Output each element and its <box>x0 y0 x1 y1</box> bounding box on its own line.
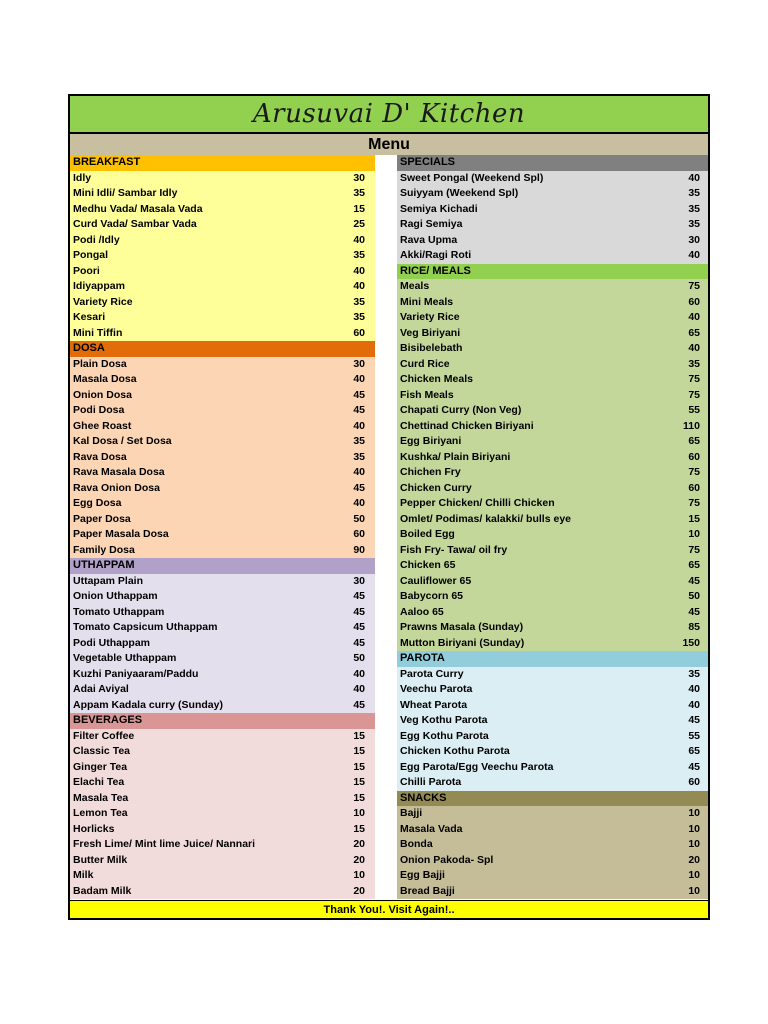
menu-item-name: Masala Dosa <box>73 373 137 385</box>
menu-item-name: Classic Tea <box>73 745 131 757</box>
menu-item-row <box>397 341 708 357</box>
menu-item-name: Kushka/ Plain Biriyani <box>400 450 511 463</box>
menu-item-name: Semiya Kichadi <box>400 202 478 215</box>
restaurant-title: Arusuvai D' Kitchen <box>252 99 526 129</box>
menu-item-name: Bajji <box>400 807 423 819</box>
menu-item-name: Egg Dosa <box>73 497 122 509</box>
menu-item-name: Chilli Parota <box>400 776 462 788</box>
menu-item-row <box>397 853 708 869</box>
menu-item-name: Chettinad Chicken Biriyani <box>400 419 534 432</box>
title-bar <box>70 96 708 134</box>
menu-item-price: 40 <box>353 264 365 277</box>
menu-item-name: Egg Parota/Egg Veechu Parota <box>400 760 554 773</box>
menu-item-name: Pepper Chicken/ Chilli Chicken <box>400 497 555 509</box>
menu-item-name: Egg Bajji <box>400 869 445 881</box>
menu-item-row <box>70 853 375 869</box>
menu-item-name: Onion Dosa <box>73 388 132 401</box>
menu-item-price: 10 <box>688 884 700 897</box>
menu-item-row <box>70 884 375 900</box>
menu-item-price: 35 <box>353 295 365 308</box>
menu-item-row <box>70 527 375 543</box>
menu-item-name: Rava Masala Dosa <box>73 466 165 478</box>
menu-item-name: Uttapam Plain <box>73 574 144 587</box>
menu-item-row <box>70 310 375 326</box>
menu-item-name: Butter Milk <box>73 853 128 866</box>
menu-item-price: 75 <box>688 373 700 385</box>
menu-item-price: 85 <box>688 621 700 633</box>
menu-item-name: Kal Dosa / Set Dosa <box>73 435 172 447</box>
menu-item-row <box>397 403 708 419</box>
menu-item-price: 45 <box>353 621 365 633</box>
menu-item-row <box>70 636 375 652</box>
menu-item-row <box>70 620 375 636</box>
left-column <box>70 155 375 899</box>
menu-item-price: 15 <box>353 745 365 757</box>
menu-item-name: Elachi Tea <box>73 776 125 788</box>
menu-item-name: Chicken Kothu Parota <box>400 745 510 757</box>
menu-item-price: 40 <box>353 667 365 680</box>
menu-item-price: 55 <box>688 729 700 742</box>
menu-item-price: 75 <box>688 388 700 401</box>
menu-item-row <box>397 744 708 760</box>
menu-item-name: Omlet/ Podimas/ kalakki/ bulls eye <box>400 512 571 525</box>
menu-item-row <box>70 605 375 621</box>
menu-item-price: 40 <box>688 683 700 695</box>
menu-item-price: 60 <box>688 776 700 788</box>
menu-item-row <box>70 868 375 884</box>
menu-item-name: Vegetable Uthappam <box>73 652 177 664</box>
menu-item-row <box>397 636 708 652</box>
footer-bar <box>70 900 708 918</box>
menu-item-name: Medhu Vada/ Masala Vada <box>73 202 203 215</box>
menu-item-price: 55 <box>688 404 700 416</box>
menu-item-price: 30 <box>353 357 365 370</box>
section-header-specials: SPECIALS <box>397 155 708 171</box>
menu-item-name: Tomato Capsicum Uthappam <box>73 621 218 633</box>
menu-item-price: 35 <box>688 218 700 230</box>
menu-item-price: 40 <box>688 171 700 184</box>
menu-item-name: Veg Biriyani <box>400 326 461 339</box>
menu-item-name: Rava Onion Dosa <box>73 481 160 494</box>
menu-item-row <box>70 775 375 791</box>
menu-item-row <box>70 434 375 450</box>
menu-item-row <box>70 295 375 311</box>
menu-item-price: 45 <box>353 605 365 618</box>
menu-item-row <box>397 465 708 481</box>
menu-item-row <box>397 171 708 187</box>
menu-item-name: Suiyyam (Weekend Spl) <box>400 187 519 199</box>
menu-item-name: Chicken 65 <box>400 559 456 571</box>
menu-item-price: 20 <box>353 853 365 866</box>
menu-item-name: Curd Vada/ Sambar Vada <box>73 218 197 230</box>
menu-item-price: 15 <box>353 822 365 835</box>
menu-item-row <box>397 481 708 497</box>
menu-item-row <box>70 837 375 853</box>
menu-item-price: 45 <box>353 388 365 401</box>
menu-item-name: Babycorn 65 <box>400 590 464 602</box>
menu-item-name: Variety Rice <box>73 295 133 308</box>
menu-item-row <box>70 651 375 667</box>
menu-item-price: 20 <box>353 884 365 897</box>
menu-item-row <box>397 295 708 311</box>
menu-item-row <box>70 403 375 419</box>
menu-item-name: Mini Tiffin <box>73 326 123 339</box>
menu-item-name: Idly <box>73 171 92 184</box>
menu-item-row <box>70 698 375 714</box>
menu-item-row <box>70 326 375 342</box>
menu-item-price: 10 <box>353 869 365 881</box>
menu-item-price: 60 <box>353 528 365 540</box>
menu-item-name: Masala Vada <box>400 822 463 835</box>
menu-item-price: 75 <box>688 497 700 509</box>
menu-item-row <box>70 543 375 559</box>
menu-item-price: 45 <box>353 636 365 649</box>
menu-item-row <box>397 512 708 528</box>
menu-item-name: Appam Kadala curry (Sunday) <box>73 698 223 711</box>
menu-item-row <box>397 527 708 543</box>
menu-item-name: Mini Idli/ Sambar Idly <box>73 187 178 199</box>
menu-item-row <box>70 481 375 497</box>
menu-item-row <box>397 217 708 233</box>
menu-item-price: 90 <box>353 543 365 556</box>
menu-item-price: 35 <box>688 357 700 370</box>
section-header-rice-meals: RICE/ MEALS <box>397 264 708 280</box>
menu-card <box>68 94 710 920</box>
menu-item-row <box>397 868 708 884</box>
menu-item-price: 45 <box>353 481 365 494</box>
menu-item-row <box>397 605 708 621</box>
menu-item-price: 65 <box>688 745 700 757</box>
footer-message: Thank You!. Visit Again!.. <box>323 903 455 916</box>
menu-item-row <box>70 791 375 807</box>
menu-item-row <box>70 171 375 187</box>
menu-item-name: Ghee Roast <box>73 419 132 432</box>
menu-item-row <box>70 279 375 295</box>
menu-item-price: 45 <box>353 590 365 602</box>
menu-item-row <box>397 450 708 466</box>
menu-item-price: 35 <box>688 187 700 199</box>
menu-item-row <box>397 496 708 512</box>
menu-item-row <box>397 620 708 636</box>
menu-item-name: Plain Dosa <box>73 357 127 370</box>
menu-item-name: Milk <box>73 869 94 881</box>
menu-item-name: Filter Coffee <box>73 729 135 742</box>
menu-item-row <box>397 202 708 218</box>
menu-item-name: Podi Dosa <box>73 404 125 416</box>
menu-item-row <box>397 667 708 683</box>
menu-item-row <box>70 760 375 776</box>
menu-item-price: 40 <box>353 683 365 695</box>
menu-item-name: Adai Aviyal <box>73 683 129 695</box>
menu-item-price: 35 <box>353 187 365 199</box>
menu-item-price: 25 <box>353 218 365 230</box>
menu-item-row <box>70 388 375 404</box>
menu-item-row <box>397 760 708 776</box>
menu-item-name: Podi /Idly <box>73 233 120 246</box>
menu-item-name: Boiled Egg <box>400 528 455 540</box>
menu-item-name: Paper Masala Dosa <box>73 528 169 540</box>
menu-item-price: 35 <box>353 435 365 447</box>
menu-item-name: Parota Curry <box>400 667 464 680</box>
menu-item-row <box>70 512 375 528</box>
section-header-parota: PAROTA <box>397 651 708 667</box>
menu-item-price: 40 <box>353 233 365 246</box>
menu-item-price: 20 <box>353 838 365 850</box>
section-header-snacks: SNACKS <box>397 791 708 807</box>
menu-item-price: 150 <box>682 636 700 649</box>
menu-item-row <box>70 465 375 481</box>
menu-item-row <box>397 372 708 388</box>
menu-item-price: 20 <box>688 853 700 866</box>
menu-item-row <box>397 682 708 698</box>
menu-item-name: Rava Dosa <box>73 450 127 463</box>
menu-item-name: Bread Bajji <box>400 884 455 897</box>
menu-item-row <box>397 698 708 714</box>
menu-item-row <box>397 233 708 249</box>
menu-item-row <box>70 264 375 280</box>
menu-item-row <box>70 682 375 698</box>
menu-item-row <box>397 589 708 605</box>
menu-item-name: Meals <box>400 280 430 292</box>
menu-item-row <box>70 589 375 605</box>
menu-item-price: 10 <box>688 807 700 819</box>
menu-item-row <box>397 326 708 342</box>
menu-item-price: 60 <box>353 326 365 339</box>
menu-item-price: 10 <box>688 838 700 850</box>
section-header-beverages: BEVERAGES <box>70 713 375 729</box>
menu-item-price: 15 <box>353 202 365 215</box>
menu-item-row <box>70 744 375 760</box>
menu-item-name: Fish Meals <box>400 388 454 401</box>
menu-item-name: Egg Biriyani <box>400 435 462 447</box>
menu-item-name: Chicken Curry <box>400 481 472 494</box>
menu-item-price: 40 <box>353 373 365 385</box>
menu-item-name: Cauliflower 65 <box>400 574 472 587</box>
menu-item-price: 45 <box>688 760 700 773</box>
menu-item-name: Paper Dosa <box>73 512 131 525</box>
menu-item-name: Tomato Uthappam <box>73 605 165 618</box>
menu-item-price: 45 <box>688 574 700 587</box>
menu-item-name: Idiyappam <box>73 280 125 292</box>
menu-item-row <box>70 372 375 388</box>
menu-item-name: Mini Meals <box>400 295 454 308</box>
menu-item-row <box>397 775 708 791</box>
menu-item-row <box>397 806 708 822</box>
menu-item-price: 35 <box>353 311 365 323</box>
menu-item-row <box>70 419 375 435</box>
menu-item-row <box>397 558 708 574</box>
menu-item-name: Onion Uthappam <box>73 590 158 602</box>
menu-item-price: 35 <box>353 249 365 261</box>
menu-item-price: 50 <box>353 512 365 525</box>
menu-item-price: 15 <box>688 512 700 525</box>
menu-item-row <box>397 419 708 435</box>
menu-item-row <box>397 713 708 729</box>
menu-item-row <box>397 388 708 404</box>
menu-item-name: Pongal <box>73 249 109 261</box>
menu-item-price: 50 <box>688 590 700 602</box>
menu-item-price: 75 <box>688 466 700 478</box>
right-column <box>397 155 708 899</box>
menu-item-row <box>397 884 708 900</box>
subtitle-bar <box>70 134 708 155</box>
menu-item-name: Prawns Masala (Sunday) <box>400 621 524 633</box>
menu-item-row <box>70 217 375 233</box>
menu-item-price: 10 <box>688 869 700 881</box>
menu-item-price: 15 <box>353 791 365 804</box>
menu-item-name: Egg Kothu Parota <box>400 729 489 742</box>
menu-item-name: Kuzhi Paniyaaram/Paddu <box>73 667 199 680</box>
menu-item-name: Ginger Tea <box>73 760 128 773</box>
menu-item-name: Badam Milk <box>73 884 132 897</box>
menu-item-price: 40 <box>353 466 365 478</box>
menu-item-name: Chichen Fry <box>400 466 461 478</box>
menu-item-name: Fish Fry- Tawa/ oil fry <box>400 543 508 556</box>
menu-item-name: Fresh Lime/ Mint lime Juice/ Nannari <box>73 838 256 850</box>
menu-item-name: Veg Kothu Parota <box>400 714 488 726</box>
menu-item-name: Wheat Parota <box>400 698 468 711</box>
menu-item-name: Akki/Ragi Roti <box>400 249 472 261</box>
menu-item-name: Horlicks <box>73 822 115 835</box>
menu-item-row <box>70 667 375 683</box>
menu-item-price: 65 <box>688 559 700 571</box>
menu-item-row <box>397 186 708 202</box>
menu-item-name: Bisibelebath <box>400 342 463 354</box>
menu-item-row <box>397 822 708 838</box>
menu-item-row <box>70 202 375 218</box>
menu-item-row <box>397 279 708 295</box>
menu-item-price: 35 <box>353 450 365 463</box>
menu-item-row <box>70 822 375 838</box>
menu-item-price: 45 <box>353 404 365 416</box>
menu-item-name: Ragi Semiya <box>400 218 463 230</box>
menu-item-row <box>70 248 375 264</box>
menu-item-price: 35 <box>688 667 700 680</box>
menu-item-row <box>70 496 375 512</box>
menu-item-price: 10 <box>688 528 700 540</box>
menu-item-name: Family Dosa <box>73 543 135 556</box>
menu-item-name: Curd Rice <box>400 357 450 370</box>
menu-item-name: Sweet Pongal (Weekend Spl) <box>400 171 544 184</box>
menu-item-price: 65 <box>688 326 700 339</box>
menu-item-row <box>397 248 708 264</box>
section-header-dosa: DOSA <box>70 341 375 357</box>
menu-item-row <box>70 806 375 822</box>
menu-item-price: 40 <box>688 311 700 323</box>
menu-item-price: 75 <box>688 280 700 292</box>
menu-item-price: 75 <box>688 543 700 556</box>
menu-item-price: 10 <box>688 822 700 835</box>
menu-item-price: 40 <box>688 698 700 711</box>
menu-item-price: 30 <box>353 574 365 587</box>
menu-item-price: 45 <box>353 698 365 711</box>
menu-item-row <box>397 574 708 590</box>
menu-item-name: Lemon Tea <box>73 807 128 819</box>
menu-item-price: 110 <box>683 419 700 432</box>
menu-heading: Menu <box>368 135 410 153</box>
menu-item-price: 60 <box>688 295 700 308</box>
menu-item-row <box>70 574 375 590</box>
menu-item-price: 50 <box>353 652 365 664</box>
menu-item-row <box>70 729 375 745</box>
menu-item-price: 40 <box>688 342 700 354</box>
menu-item-name: Variety Rice <box>400 311 460 323</box>
menu-item-price: 60 <box>688 450 700 463</box>
menu-item-price: 10 <box>353 807 365 819</box>
menu-item-name: Podi Uthappam <box>73 636 151 649</box>
menu-item-name: Onion Pakoda- Spl <box>400 853 494 866</box>
menu-item-row <box>70 357 375 373</box>
menu-item-name: Poori <box>73 264 100 277</box>
menu-item-row <box>70 186 375 202</box>
menu-item-name: Mutton Biriyani (Sunday) <box>400 636 525 649</box>
menu-item-price: 40 <box>353 497 365 509</box>
menu-item-price: 45 <box>688 714 700 726</box>
menu-item-price: 40 <box>688 249 700 261</box>
menu-item-name: Veechu Parota <box>400 683 473 695</box>
menu-item-price: 45 <box>688 605 700 618</box>
menu-item-name: Chicken Meals <box>400 373 473 385</box>
menu-item-name: Kesari <box>73 311 106 323</box>
menu-item-name: Aaloo 65 <box>400 605 444 618</box>
menu-item-price: 60 <box>688 481 700 494</box>
menu-item-row <box>397 434 708 450</box>
menu-item-name: Rava Upma <box>400 233 458 246</box>
menu-item-row <box>397 310 708 326</box>
menu-item-row <box>397 543 708 559</box>
menu-item-row <box>397 837 708 853</box>
menu-item-price: 30 <box>353 171 365 184</box>
menu-item-price: 40 <box>353 280 365 292</box>
menu-item-price: 40 <box>353 419 365 432</box>
menu-item-row <box>70 233 375 249</box>
menu-item-row <box>397 357 708 373</box>
menu-item-price: 15 <box>353 729 365 742</box>
section-header-breakfast: BREAKFAST <box>70 155 375 171</box>
menu-item-price: 30 <box>688 233 700 246</box>
menu-item-row <box>70 450 375 466</box>
menu-item-price: 15 <box>353 760 365 773</box>
menu-item-price: 35 <box>688 202 700 215</box>
menu-item-name: Bonda <box>400 838 433 850</box>
menu-item-price: 15 <box>353 776 365 788</box>
section-header-uthappam: UTHAPPAM <box>70 558 375 574</box>
menu-item-price: 65 <box>688 435 700 447</box>
menu-item-name: Masala Tea <box>73 791 129 804</box>
menu-item-row <box>397 729 708 745</box>
menu-item-name: Chapati Curry (Non Veg) <box>400 404 522 416</box>
